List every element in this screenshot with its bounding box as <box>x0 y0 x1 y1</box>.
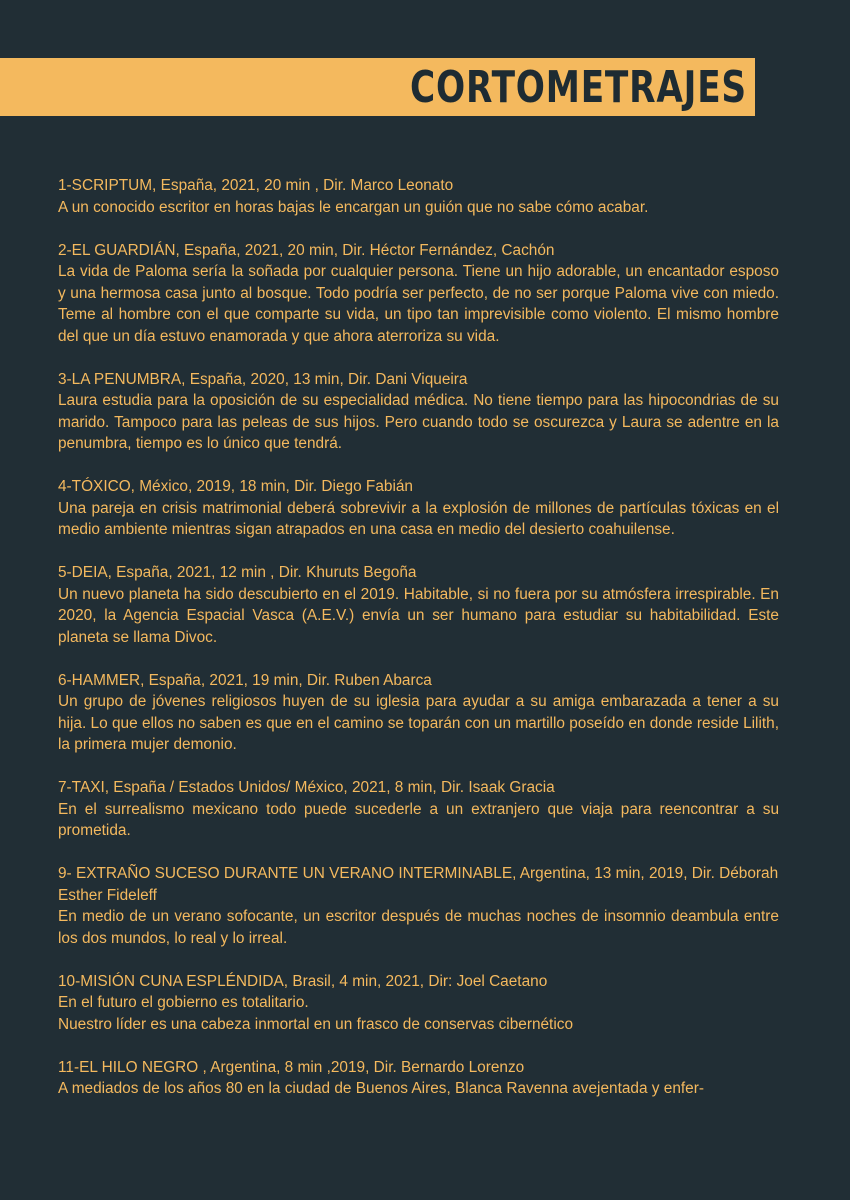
film-entry-3 <box>58 369 779 455</box>
film-header: 11-EL HILO NEGRO , Argentina, 8 min ,2019, Dir. Bernardo Lorenzo <box>58 1058 525 1076</box>
film-entry-9 <box>58 863 779 949</box>
film-description: Laura estudia para la oposición de su especialidad médica. No tiene tiempo para las hipocondrias de su marido. Tampoco para las peleas de sus hijos. Pero cuando todo se oscurezca y Laura se adentre en la penumbra, tiempo es lo único que tendrá. <box>58 392 779 452</box>
film-description: La vida de Paloma sería la soñada por cualquier persona. Tiene un hijo adorable, un encantador esposo y una hermosa casa junto al bosque. Todo podría ser perfecto, de no ser porque Paloma vive con miedo. Teme al hombre con el que comparte su vida, un tipo tan imprevisible como violento. El mismo hombre del que un día estuvo enamorada y que ahora aterroriza su vida. <box>58 263 779 345</box>
film-header: 1-SCRIPTUM, España, 2021, 20 min , Dir. Marco Leonato <box>58 177 454 194</box>
film-entry-1 <box>58 175 779 218</box>
film-header: 10-MISIÓN CUNA ESPLÉNDIDA, Brasil, 4 min, 2021, Dir: Joel Caetano <box>58 972 548 990</box>
film-description: A un conocido escritor en horas bajas le encargan un guión que no sabe cómo acabar. <box>58 198 649 216</box>
film-header: 6-HAMMER, España, 2021, 19 min, Dir. Ruben Abarca <box>58 671 432 689</box>
film-header: 5-DEIA, España, 2021, 12 min , Dir. Khuruts Begoña <box>58 564 417 581</box>
film-header: 7-TAXI, España / Estados Unidos/ México, 2021, 8 min, Dir. Isaak Gracia <box>58 779 555 796</box>
film-list <box>58 175 779 1121</box>
film-entry-10 <box>58 971 779 1036</box>
film-header: 2-EL GUARDIÁN, España, 2021, 20 min, Dir. Héctor Fernández, Cachón <box>58 241 555 259</box>
film-description: En el futuro el gobierno es totalitario. Nuestro líder es una cabeza inmortal en un frasco de conservas cibernético <box>58 994 574 1033</box>
film-description: En medio de un verano sofocante, un escritor después de muchas noches de insomnio deambula entre los dos mundos, lo real y lo irreal. <box>58 908 779 947</box>
film-header: 9- EXTRAÑO SUCESO DURANTE UN VERANO INTERMINABLE, Argentina, 13 min, 2019, Dir. Déborah Esther Fideleff <box>58 865 779 904</box>
film-description: Un nuevo planeta ha sido descubierto en el 2019. Habitable, si no fuera por su atmósfera irrespirable. En 2020, la Agencia Espacial Vasca (A.E.V.) envía un ser humano para estudiar su habitabilidad. Este planeta se llama Divoc. <box>58 585 779 646</box>
film-description: En el surrealismo mexicano todo puede sucederle a un extranjero que viaja para reencontrar a su prometida. <box>58 800 779 839</box>
title-banner <box>0 58 755 116</box>
film-header: 3-LA PENUMBRA, España, 2020, 13 min, Dir. Dani Viqueira <box>58 370 468 388</box>
film-entry-7 <box>58 777 779 842</box>
film-entry-4 <box>58 476 779 541</box>
film-description: Un grupo de jóvenes religiosos huyen de su iglesia para ayudar a su amiga embarazada a tener a su hija. Lo que ellos no saben es que en el camino se toparán con un martillo poseído en donde reside Lilith, la primera mujer demonio. <box>58 693 779 753</box>
film-description: Una pareja en crisis matrimonial deberá sobrevivir a la explosión de millones de partículas tóxicas en el medio ambiente mientras sigan atrapados en una casa en medio del desierto coahuilense. <box>58 499 779 538</box>
page-title: CORTOMETRAJES <box>410 62 747 113</box>
film-entry-6 <box>58 670 779 756</box>
film-entry-5 <box>58 562 779 648</box>
film-entry-11 <box>58 1057 779 1100</box>
film-header: 4-TÓXICO, México, 2019, 18 min, Dir. Diego Fabián <box>58 478 413 495</box>
film-entry-2 <box>58 240 779 348</box>
film-description: A mediados de los años 80 en la ciudad de Buenos Aires, Blanca Ravenna avejentada y enfer- <box>58 1080 704 1097</box>
